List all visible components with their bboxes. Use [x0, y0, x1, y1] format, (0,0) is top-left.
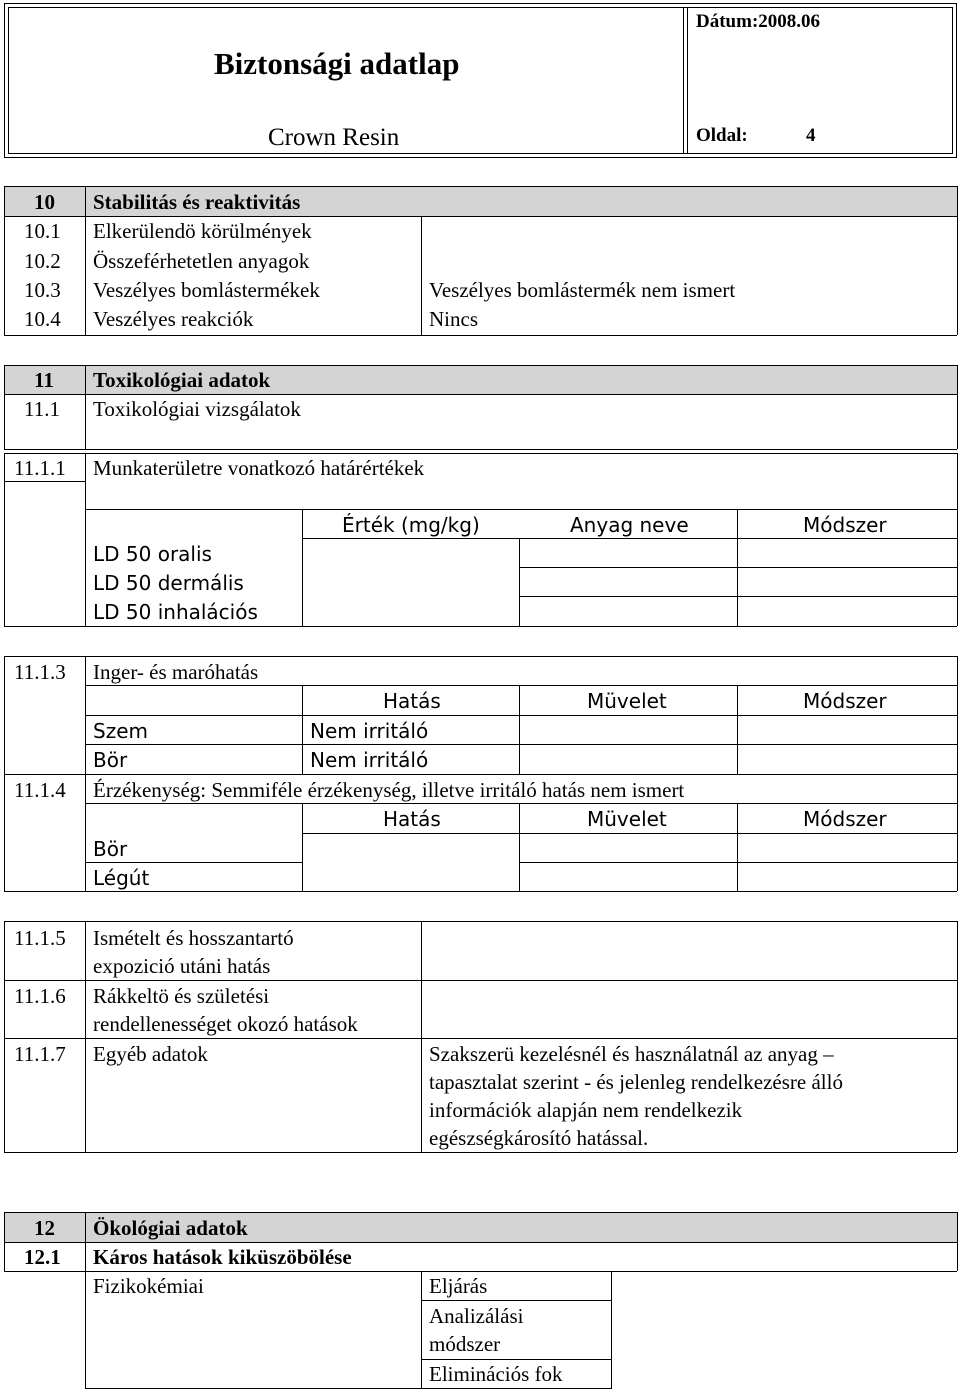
row-11-1-7-value-line1: Szakszerü kezelésnél és használatnál az anyag –: [429, 1042, 834, 1066]
row-10-4-label: Veszélyes reakciók: [93, 307, 254, 331]
section-11-number: 11: [34, 368, 54, 392]
section-10-title: Stabilitás és reaktivitás: [93, 190, 301, 214]
row-11-1-6-label-line2: rendellenességet okozó hatások: [93, 1012, 358, 1036]
row-10-2-number: 10.2: [24, 249, 61, 273]
row-12-1-number: 12.1: [24, 1245, 61, 1269]
row-11-1-7-value-line2: tapasztalat szerint - és jelenleg rendelkezésre álló: [429, 1070, 843, 1094]
row-11-1-1-label: Munkaterületre vonatkozó határértékek: [93, 456, 425, 480]
inger-header-effect: Hatás: [383, 689, 441, 713]
row-10-1-label: Elkerülendö körülmények: [93, 219, 312, 243]
row-10-3-number: 10.3: [24, 278, 61, 302]
inger-header-operation: Müvelet: [587, 689, 667, 713]
ld-header-value: Érték (mg/kg): [342, 513, 480, 537]
row-11-1-7-label: Egyéb adatok: [93, 1042, 208, 1066]
section-12-number: 12: [34, 1216, 55, 1240]
erz-header-operation: Müvelet: [587, 807, 667, 831]
inger-row-skin-value: Nem irritáló: [310, 748, 429, 772]
row-11-1-label: Toxikológiai vizsgálatok: [93, 397, 301, 421]
erz-row-airway: Légút: [93, 866, 150, 890]
erz-header-method: Módszer: [803, 807, 887, 831]
row-11-1-5-label-line2: expozició utáni hatás: [93, 954, 271, 978]
row-10-1-number: 10.1: [24, 219, 61, 243]
ld-row-inhal: LD 50 inhalációs: [93, 600, 258, 624]
row-11-1-7-value-line3: információk alapján nem rendelkezik: [429, 1098, 743, 1122]
ld-header-method: Módszer: [803, 513, 887, 537]
row-12-elimination: Eliminációs fok: [429, 1362, 563, 1386]
page-number: 4: [806, 125, 816, 146]
row-11-1-7-number: 11.1.7: [14, 1042, 66, 1066]
inger-row-eye-value: Nem irritáló: [310, 719, 429, 743]
ld-row-oral: LD 50 oralis: [93, 542, 212, 566]
row-11-1-3-label: Inger- és maróhatás: [93, 660, 259, 684]
document-title: Biztonsági adatlap: [214, 46, 460, 81]
row-12-analysis-line1: Analizálási: [429, 1304, 524, 1328]
row-11-1-6-number: 11.1.6: [14, 984, 66, 1008]
row-10-4-value: Nincs: [429, 307, 478, 331]
erz-row-skin: Bör: [93, 837, 128, 861]
erz-header-effect: Hatás: [383, 807, 441, 831]
ld-row-dermal: LD 50 dermális: [93, 571, 244, 595]
row-10-2-label: Összeférhetetlen anyagok: [93, 249, 310, 273]
section-10-number: 10: [34, 190, 55, 214]
ld-header-substance: Anyag neve: [570, 513, 689, 537]
row-11-1-1-number: 11.1.1: [14, 456, 66, 480]
row-11-1-5-label-line1: Ismételt és hosszantartó: [93, 926, 294, 950]
row-12-1-label: Káros hatások kiküszöbölése: [93, 1245, 352, 1269]
inger-row-eye: Szem: [93, 719, 148, 743]
product-name: Crown Resin: [268, 124, 400, 151]
section-12-title: Ökológiai adatok: [93, 1216, 248, 1240]
row-11-1-3-number: 11.1.3: [14, 660, 66, 684]
row-12-analysis-line2: módszer: [429, 1332, 501, 1356]
row-11-1-4-number: 11.1.4: [14, 778, 66, 802]
row-10-3-label: Veszélyes bomlástermékek: [93, 278, 320, 302]
row-11-1-4-label: Érzékenység: Semmiféle érzékenység, illetve irritáló hatás nem ismert: [93, 778, 685, 802]
row-12-physchem: Fizikokémiai: [93, 1274, 204, 1298]
row-10-4-number: 10.4: [24, 307, 61, 331]
section-11-title: Toxikológiai adatok: [93, 368, 271, 392]
inger-header-method: Módszer: [803, 689, 887, 713]
row-11-1-6-label-line1: Rákkeltö és születési: [93, 984, 270, 1008]
row-11-1-number: 11.1: [24, 397, 60, 421]
page-label: Oldal:: [696, 125, 748, 146]
row-12-procedure: Eljárás: [429, 1274, 488, 1298]
inger-row-skin: Bör: [93, 748, 128, 772]
row-11-1-7-value-line4: egészségkárosító hatással.: [429, 1126, 649, 1150]
document-date: Dátum:2008.06: [696, 11, 821, 32]
row-11-1-5-number: 11.1.5: [14, 926, 66, 950]
row-10-3-value: Veszélyes bomlástermék nem ismert: [429, 278, 736, 302]
